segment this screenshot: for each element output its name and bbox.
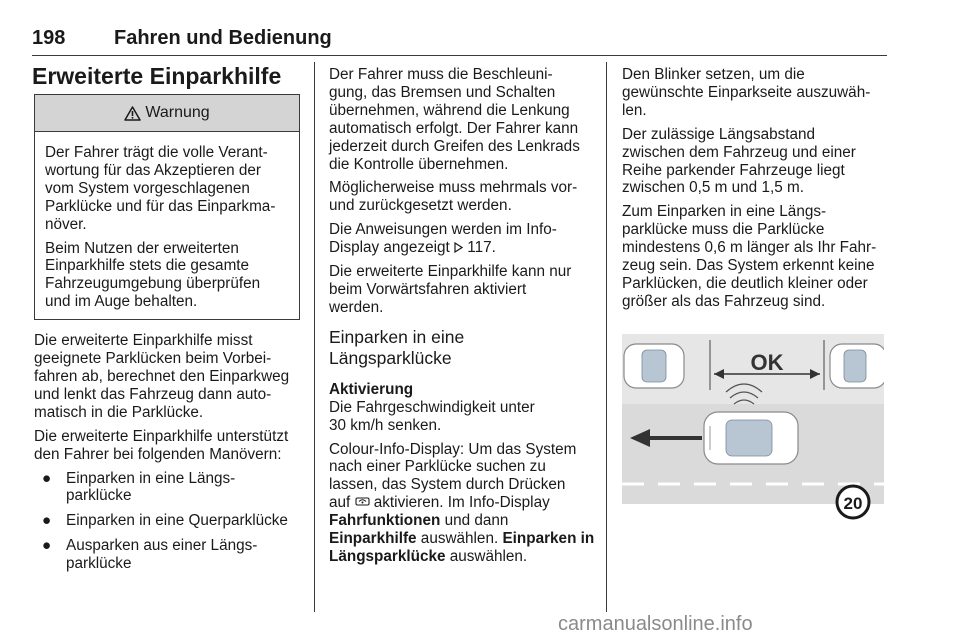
text-span: auswählen.: [445, 547, 528, 565]
text-line: Einparken in eine: [329, 326, 465, 347]
text-line: Parklücke und für das Einparkma-: [45, 197, 276, 215]
text-line: parklücke: [66, 555, 132, 573]
ok-label: OK: [750, 350, 784, 375]
paragraph: [329, 221, 597, 257]
menu-item-einparken-laengs: Einparken in: [502, 530, 595, 548]
text-line: 30 km/h senken.: [329, 416, 442, 434]
column-divider: [606, 62, 607, 612]
text-span: auswählen.: [416, 530, 503, 548]
text-line: [329, 530, 597, 548]
text-line: Der zulässige Längsabstand: [622, 125, 816, 143]
column-divider: [314, 62, 315, 612]
text-line: und lenkt das Fahrzeug dann auto-: [34, 385, 272, 403]
text-line: automatisch erfolgt. Der Fahrer kann: [329, 119, 579, 137]
text-line: Die erweiterte Einparkhilfe kann nur: [329, 263, 572, 281]
text-line: Fahrzeugumgebung überprüfen: [45, 275, 261, 293]
text-line: parklücke muss die Parklücke: [622, 221, 825, 239]
page-number: 198: [32, 27, 66, 49]
paragraph: [622, 126, 884, 198]
text-line: Der Fahrer trägt die volle Verant-: [45, 144, 268, 161]
menu-item-einparkhilfe: Einparkhilfe: [329, 530, 417, 548]
warning-triangle-icon: [124, 106, 141, 121]
column-3: [622, 66, 884, 317]
bullet-dot: ●: [42, 537, 52, 555]
page-reference-link[interactable]: 117.: [467, 239, 496, 257]
paragraph: [622, 66, 884, 120]
parking-illustration: [622, 334, 884, 524]
text-line: [329, 494, 597, 512]
watermark: carmanualsonline.info: [558, 613, 753, 635]
paragraph: [34, 332, 300, 422]
text-line: Den Blinker setzen, um die: [622, 66, 805, 83]
text-span: und dann: [440, 512, 509, 530]
warning-paragraph: [45, 240, 291, 312]
parked-car-front: [830, 344, 884, 388]
text-line: den Fahrer bei folgenden Manövern:: [34, 445, 282, 463]
text-line: größer als das Fahrzeug sind.: [622, 292, 826, 310]
page-header: [32, 24, 887, 56]
warning-paragraph: [45, 144, 291, 234]
figure-number-badge: [837, 486, 869, 518]
text-line: Parklücken, die deutlich kleiner oder: [622, 274, 868, 292]
paragraph: [329, 263, 597, 317]
text-line: werden.: [329, 298, 384, 316]
text-line: lassen, das System durch Drücken: [329, 476, 566, 494]
text-line: Einparken in eine Querparklücke: [66, 512, 288, 530]
paragraph: [34, 428, 300, 464]
text-line: vom System vorgeschlagenen: [45, 179, 250, 197]
text-line: zeug sein. Das System erkennt keine: [622, 257, 875, 275]
text-line: Einparken in eine Längs-: [66, 469, 236, 487]
text-line: len.: [622, 101, 647, 119]
text-span: aktivieren. Im Info-Display: [369, 494, 550, 512]
text-line: Colour-Info-Display: Um das System: [329, 440, 577, 458]
moving-car: [704, 412, 798, 464]
text-line: Einparkhilfe stets die gesamte: [45, 257, 250, 275]
text-line: Die erweiterte Einparkhilfe misst: [34, 332, 253, 350]
text-line: matisch in die Parklücke.: [34, 403, 204, 421]
warning-header: [35, 95, 299, 132]
text-line: übernehmen, während die Lenkung: [329, 101, 570, 119]
text-line: növer.: [45, 215, 87, 233]
text-line: und im Auge behalten.: [45, 293, 198, 311]
text-line: parklücke: [66, 487, 132, 505]
text-line: die Kontrolle übernehmen.: [329, 155, 509, 173]
text-line: Die erweiterte Einparkhilfe unterstützt: [34, 427, 289, 445]
column-2: [329, 66, 597, 572]
text-line: und zurückgesetzt werden.: [329, 197, 512, 215]
text-line: Ausparken aus einer Längs-: [66, 537, 258, 555]
list-item: [34, 537, 300, 573]
menu-item-einparken-laengs: Längsparklücke: [329, 547, 446, 565]
badge-number: 20: [843, 494, 863, 513]
text-line: Reihe parkender Fahrzeuge liegt: [622, 161, 845, 179]
text-line: [329, 512, 597, 530]
column-1: [34, 94, 300, 580]
text-line: Möglicherweise muss mehrmals vor-: [329, 179, 578, 197]
bullet-list: [34, 470, 300, 574]
bullet-dot: ●: [42, 512, 52, 530]
text-line: fahren ab, berechnet den Einparkweg: [34, 367, 290, 385]
bullet-dot: ●: [42, 469, 52, 487]
text-line: gewünschte Einparkseite auszuwäh-: [622, 83, 871, 101]
text-line: [329, 239, 597, 257]
menu-item-fahrfunktionen: Fahrfunktionen: [329, 512, 441, 530]
text-line: Die Anweisungen werden im Info-: [329, 221, 557, 239]
parked-car-rear: [624, 344, 684, 388]
parking-assist-button-icon: [355, 495, 370, 508]
text-line: wortung für das Akzeptieren der: [45, 161, 261, 179]
text-line: jederzeit durch Greifen des Lenkrads: [329, 137, 580, 155]
paragraph: [329, 399, 597, 435]
paragraph: [622, 203, 884, 310]
text-line: zwischen dem Fahrzeug und einer: [622, 143, 856, 161]
text-span: Display angezeigt: [329, 239, 454, 257]
warning-body: [35, 132, 299, 319]
paragraph: [329, 66, 597, 173]
text-line: gung, das Bremsen und Schalten: [329, 83, 556, 101]
text-line: Beim Nutzen der erweiterten: [45, 239, 239, 257]
text-line: zwischen 0,5 m und 1,5 m.: [622, 179, 804, 197]
text-span: auf: [329, 494, 355, 512]
text-line: geeignete Parklücken beim Vorbei-: [34, 350, 272, 368]
list-item: [34, 512, 300, 530]
text-line: [329, 548, 597, 566]
chapter-title: Fahren und Bedienung: [114, 27, 332, 49]
subsection-heading: [329, 327, 597, 369]
paragraph: [329, 179, 597, 215]
text-line: Längsparklücke: [329, 347, 452, 368]
text-line: Zum Einparken in eine Längs-: [622, 203, 827, 221]
warning-box: [34, 94, 300, 320]
list-item: [34, 470, 300, 506]
text-line: mindestens 0,6 m länger als Ihr Fahr-: [622, 239, 877, 257]
section-title: Erweiterte Einparkhilfe: [32, 63, 282, 89]
text-line: Die Fahrgeschwindigkeit unter: [329, 398, 535, 416]
warning-label: Warnung: [145, 104, 210, 122]
paragraph: [329, 441, 597, 566]
text-line: beim Vorwärtsfahren aktiviert: [329, 280, 527, 298]
text-line: Der Fahrer muss die Beschleuni-: [329, 66, 553, 83]
text-line: nach einer Parklücke suchen zu: [329, 458, 546, 476]
page-reference-arrow-icon[interactable]: [454, 242, 463, 253]
activation-label: Aktivierung: [329, 380, 414, 398]
